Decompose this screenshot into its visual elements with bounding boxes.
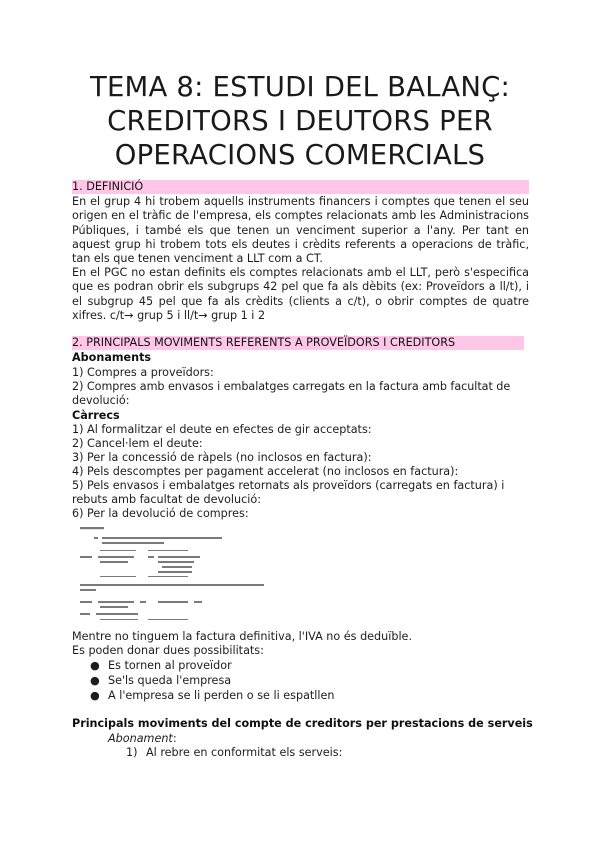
- service-item: [126, 746, 342, 760]
- carrec-item: 1) Al formalitzar el deute en efectes de gir acceptats:: [72, 423, 372, 436]
- carrec-item: 3) Per la concessió de ràpels (no inclosos en factura):: [72, 451, 372, 464]
- bullet-icon: ●: [90, 689, 100, 702]
- list-item: [90, 674, 231, 688]
- section-1-paragraph-2: En el PGC no estan definits els comptes relacionats amb el LLT, però s'especifica que es podran obrir els subgrups 42 pel que fa als dèbits (ex: Proveïdors a ll/t), i el subgrup 45 pel que fa als crèdits (clients a c/t), o obrir comptes de quatre xifres. c/t→ grup 5 i ll/t→ grup 1 i 2: [72, 266, 529, 322]
- page-title: [40, 70, 560, 172]
- carrec-item: rebuts amb facultat de devolució:: [72, 493, 262, 506]
- bullet-icon: ●: [90, 674, 100, 687]
- list-item: [90, 659, 232, 673]
- list-item-text: A l'empresa se li perden o se li espatllen: [108, 689, 335, 702]
- abonament-sublabel-text: Abonament: [108, 732, 173, 745]
- abonament-item: 1) Compres a proveïdors:: [72, 366, 214, 379]
- abonament-item: devolució:: [72, 394, 130, 407]
- carrec-item: 4) Pels descomptes per pagament accelerat (no inclosos en factura):: [72, 465, 459, 478]
- section-1-paragraph-1: En el grup 4 hi trobem aquells instruments financers i comptes que tenen el seu origen en el tràfic de l'empresa, els comptes relacionats amb les Administracions Públiques, i també els que tenen un venciment superior a l'any. Per tant en aquest grup hi trobem tots els deutes i crèdits referents a operacions de tràfic, tan els que tenen venciment a LLT com a CT.: [72, 195, 529, 266]
- title-line-1: TEMA 8: ESTUDI DEL BALANÇ:: [89, 71, 511, 103]
- carrec-item: 6) Per la devolució de compres:: [72, 507, 249, 520]
- title-line-3: OPERACIONS COMERCIALS: [114, 139, 486, 171]
- list-item: [90, 689, 335, 703]
- title-line-2: CREDITORS I DEUTORS PER: [107, 105, 493, 137]
- carrec-item: 5) Pels envasos i embalatges retornats als proveïdors (carregats en factura) i: [72, 479, 505, 492]
- abonament-sublabel: [108, 732, 177, 746]
- service-item-number: 1): [126, 746, 138, 759]
- service-item-text: Al rebre en conformitat els serveis:: [146, 746, 343, 759]
- note-line: Es poden donar dues possibilitats:: [72, 644, 264, 657]
- note-line: Mentre no tinguem la factura definitiva, l'IVA no és deduïble.: [72, 630, 412, 643]
- section-1-heading: 1. DEFINICIÓ: [72, 180, 144, 193]
- list-item-text: Es tornen al proveïdor: [108, 659, 232, 672]
- abonament-item: 2) Compres amb envasos i embalatges carregats en la factura amb facultat de: [72, 380, 511, 393]
- carrecs-label: Càrrecs: [72, 409, 120, 422]
- list-item-text: Se'ls queda l'empresa: [108, 674, 232, 687]
- bullet-icon: ●: [90, 659, 100, 672]
- section-3-heading: Principals moviments del compte de creditors per prestacions de serveis: [72, 717, 533, 730]
- carrec-item: 2) Cancel·lem el deute:: [72, 437, 203, 450]
- abonaments-label: Abonaments: [72, 351, 152, 364]
- abonament-sublabel-colon: :: [172, 732, 177, 745]
- section-2-heading: 2. PRINCIPALS MOVIMENTS REFERENTS A PROVEÏDORS I CREDITORS: [72, 336, 456, 349]
- accounting-entries-thumbnail: [78, 525, 273, 627]
